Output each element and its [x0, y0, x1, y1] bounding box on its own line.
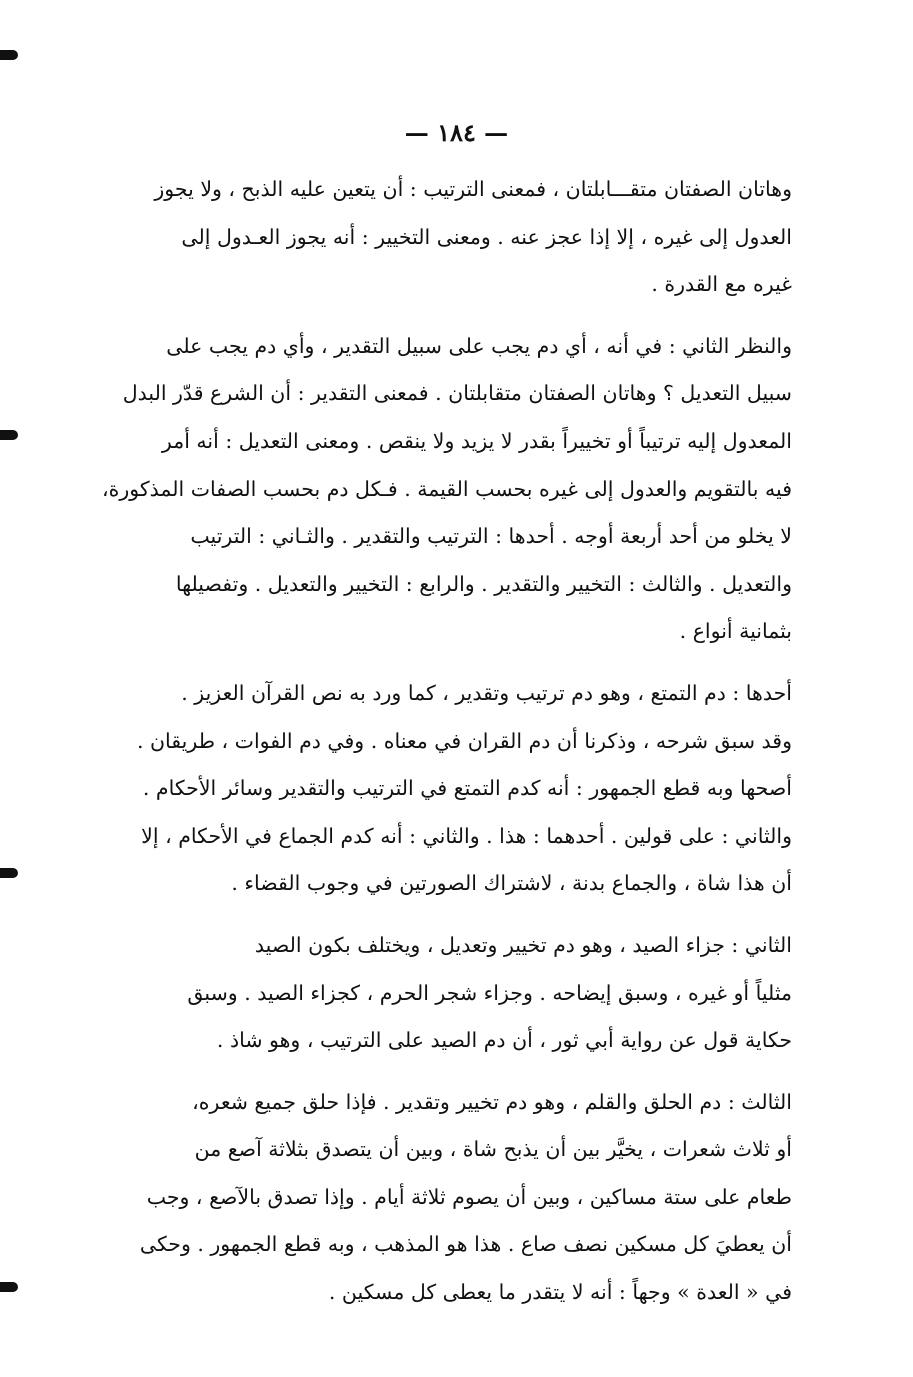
text-line: المعدول إليه ترتيباً أو تخييراً بقدر لا يزيد ولا ينقص . ومعنى التعديل : أنه أمر — [161, 428, 792, 453]
text-line: والثاني : على قولين . أحدهما : هذا . والثاني : أنه كدم الجماع في الأحكام ، إلا — [141, 823, 792, 848]
page-number: — ١٨٤ — — [404, 118, 509, 147]
text-line: وهاتان الصفتان متقـــابلتان ، فمعنى الترتيب : أن يتعين عليه الذبح ، ولا يجوز — [154, 177, 792, 201]
text-line: والتعديل . والثالث : التخيير والتقدير . والرابع : التخيير والتعديل . وتفصيلها — [175, 571, 792, 596]
text-line: العدول إلى غيره ، إلا إذا عجز عنه . ومعنى التخيير : أنه يجوز العـدول إلى — [181, 224, 792, 249]
text-line: حكاية قول عن رواية أبي ثور ، أن دم الصيد على الترتيب ، وهو شاذ . — [216, 1028, 792, 1053]
text-line: فيه بالتقويم والعدول إلى غيره بحسب القيمة . فـكل دم بحسب الصفات المذكورة، — [102, 476, 792, 501]
text-line: سبيل التعديل ؟ وهاتان الصفتان متقابلتان . فمعنى التقدير : أن الشرع قدّر البدل — [122, 381, 792, 406]
text-line: والنظر الثاني : في أنه ، أي دم يجب على سبيل التقدير ، وأي دم يجب على — [166, 333, 792, 358]
scan-edge-mark — [0, 430, 18, 440]
text-line: أحدها : دم التمتع ، وهو دم ترتيب وتقدير ، كما ورد به نص القرآن العزيز . — [181, 680, 792, 705]
scan-edge-mark — [0, 50, 18, 60]
text-line: طعام على ستة مساكين ، وبين أن يصوم ثلاثة أيام . وإذا تصدق بالآصع ، وجب — [146, 1184, 792, 1209]
text-line: أن هذا شاة ، والجماع بدنة ، لاشتراك الصورتين في وجوب القضاء . — [231, 871, 792, 896]
text-line: الثالث : دم الحلق والقلم ، وهو دم تخيير وتقدير . فإذا حلق جميع شعره، — [192, 1089, 792, 1114]
text-line: غيره مع القدرة . — [651, 272, 792, 297]
paragraph — [80, 922, 792, 1065]
paragraph — [80, 323, 792, 656]
text-line: بثمانية أنواع . — [679, 619, 792, 644]
text-line: أن يعطيَ كل مسكين نصف صاع . هذا هو المذهب ، وبه قطع الجمهور . وحكى — [139, 1232, 792, 1257]
paragraph — [80, 1079, 792, 1317]
document-body — [80, 166, 792, 1317]
text-line: في « العدة » وجهاً : أنه لا يتقدر ما يعطى كل مسكين . — [328, 1280, 792, 1305]
text-line: لا يخلو من أحد أربعة أوجه . أحدها : الترتيب والتقدير . والثـاني : الترتيب — [190, 524, 792, 549]
scan-edge-mark — [0, 1282, 18, 1292]
paragraph — [80, 670, 792, 908]
text-line: أو ثلاث شعرات ، يخيَّر بين أن يذبح شاة ، وبين أن يتصدق بثلاثة آصع من — [194, 1137, 792, 1162]
text-line: مثلياً أو غيره ، وسبق إيضاحه . وجزاء شجر الحرم ، كجزاء الصيد . وسبق — [187, 980, 792, 1005]
text-line: أصحها وبه قطع الجمهور : أنه كدم التمتع في الترتيب والتقدير وسائر الأحكام . — [142, 776, 792, 801]
scan-edge-mark — [0, 868, 18, 878]
text-line: الثاني : جزاء الصيد ، وهو دم تخيير وتعديل ، ويختلف بكون الصيد — [254, 932, 792, 957]
text-line: وقد سبق شرحه ، وذكرنا أن دم القران في معناه . وفي دم الفوات ، طريقان . — [136, 728, 792, 753]
paragraph — [80, 166, 792, 309]
